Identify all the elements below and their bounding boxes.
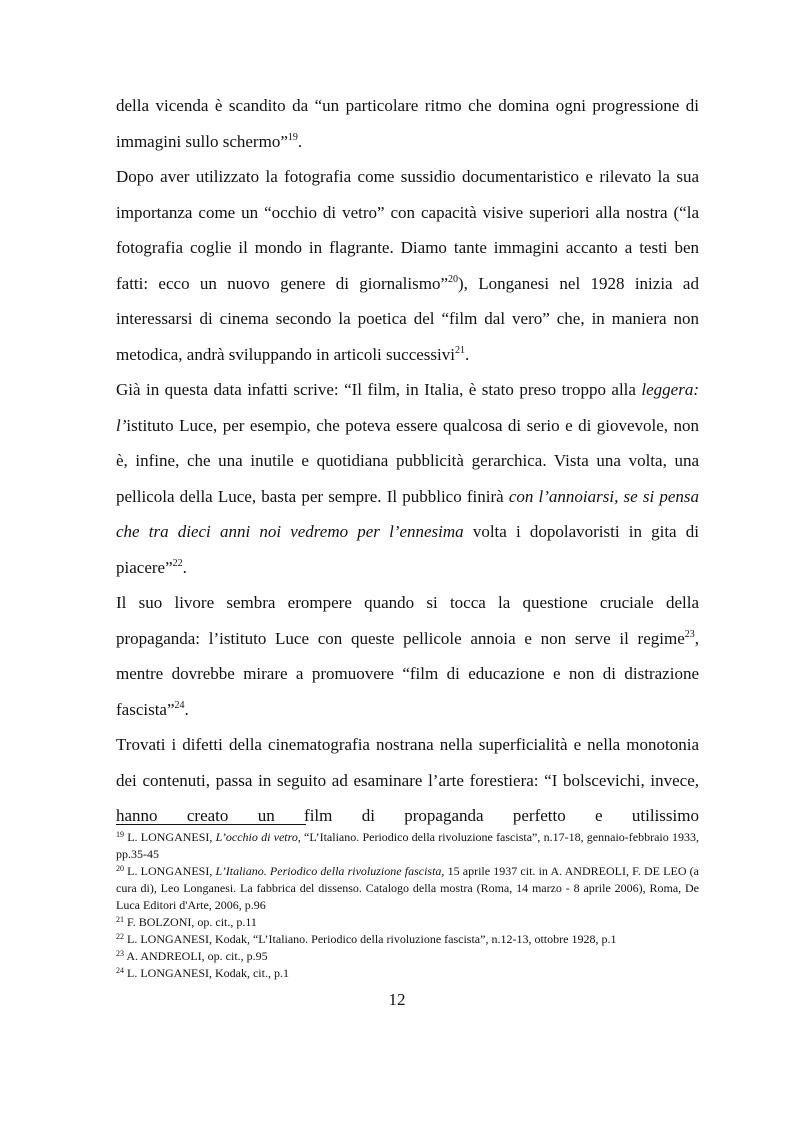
footnote-ref: 20 bbox=[448, 273, 459, 285]
footnote bbox=[116, 948, 699, 965]
footnote-italic: L’Italiano. Periodico della rivoluzione fascista bbox=[215, 864, 442, 878]
body-text bbox=[116, 88, 699, 834]
footnote-text: , “L’Italiano. Periodico della rivoluzione fascista”, n.17-18, gennaio-febbraio 1933, pp.35-45 bbox=[116, 830, 699, 861]
text-run: istituto Luce, per esempio, che poteva essere qualcosa di serio e di giovevole, non è, infine, che una inutile e quotidiana pubblicità gerarchica. Vista una volta, una pellicola della Luce, basta per sempre. Il pubblico finirà bbox=[116, 415, 699, 506]
text-run: volta i dopolavoristi in gita di piacere” bbox=[116, 522, 699, 577]
footnote-text: F. BOLZONI, op. cit., p.11 bbox=[124, 915, 257, 929]
paragraph bbox=[116, 372, 699, 585]
footnote-text: A. ANDREOLI, op. cit., p.95 bbox=[124, 949, 268, 963]
footnote-number: 19 bbox=[116, 830, 124, 839]
footnote-text: , 15 aprile 1937 cit. in A. ANDREOLI, F. DE LEO (a cura di), Leo Longanesi. La fabbrica del dissenso. Catalogo della mostra (Roma, 14 marzo - 8 aprile 2006), Roma, De Luca Editori d'Arte, 2006, p.96 bbox=[116, 864, 699, 912]
footnote-number: 24 bbox=[116, 966, 124, 975]
text-run: della vicenda è scandito da “un particolare ritmo che domina ogni progressione di immagini sullo schermo” bbox=[116, 96, 699, 151]
text-run: . bbox=[182, 557, 187, 577]
footnote-text: L. LONGANESI, Kodak, “L’Italiano. Periodico della rivoluzione fascista”, n.12-13, ottobre 1928, p.1 bbox=[124, 932, 617, 946]
paragraph bbox=[116, 727, 699, 834]
footnote-italic: L’occhio di vetro bbox=[215, 830, 298, 844]
footnote bbox=[116, 829, 699, 863]
text-run: Il suo livore sembra erompere quando si tocca la questione cruciale della propaganda: l’istituto Luce con queste pellicole annoia e non serve il regime bbox=[116, 593, 699, 648]
page-number: 12 bbox=[388, 990, 406, 1009]
footnote-ref: 22 bbox=[172, 557, 183, 569]
footnote bbox=[116, 931, 699, 948]
text-run: . bbox=[297, 131, 303, 151]
text-run: , mentre dovrebbe mirare a promuovere “film di educazione e non di distrazione fascista” bbox=[116, 628, 699, 719]
footnote-ref: 23 bbox=[684, 628, 695, 640]
paragraph bbox=[116, 585, 699, 727]
footnote-number: 20 bbox=[116, 864, 124, 873]
footnote-text: L. LONGANESI, Kodak, cit., p.1 bbox=[124, 966, 289, 980]
text-run: ), Longanesi nel 1928 inizia ad interessarsi di cinema secondo la poetica del “film dal vero” che, in maniera non metodica, andrà sviluppando in articoli successivi bbox=[116, 273, 699, 364]
footnote bbox=[116, 965, 699, 982]
text-run: Già in questa data infatti scrive: “Il film, in Italia, è stato preso troppo alla bbox=[116, 380, 642, 399]
italic-run: leggera: l’ bbox=[116, 380, 699, 435]
text-run: Dopo aver utilizzato la fotografia come sussidio documentaristico e rilevato la sua importanza come un “occhio di vetro” con capacità visive superiori alla nostra (“la fotografia coglie il mondo in flagrante. Diamo tante immagini accanto a testi ben fatti: ecco un nuovo genere di giornalismo” bbox=[116, 167, 699, 293]
footnote-number: 21 bbox=[116, 915, 124, 924]
footnote-ref: 21 bbox=[454, 344, 465, 356]
text-run: Trovati i difetti della cinematografia nostrana nella superficialità e nella monotonia dei contenuti, passa in seguito ad esaminare l’arte forestiera: “I bolscevichi, invece, hanno creato un film di propaganda perfetto e utilissimo bbox=[116, 735, 699, 825]
footnote-text: L. LONGANESI, bbox=[124, 864, 216, 878]
footnote bbox=[116, 914, 699, 931]
text-run: . bbox=[184, 699, 189, 719]
paragraph bbox=[116, 88, 699, 159]
footnote-text: L. LONGANESI, bbox=[124, 830, 216, 844]
footnotes bbox=[116, 829, 699, 982]
footnote-ref: 24 bbox=[174, 699, 185, 711]
footnote-number: 23 bbox=[116, 949, 124, 958]
footnote-separator bbox=[116, 824, 306, 825]
footnote-number: 22 bbox=[116, 932, 124, 941]
text-run: . bbox=[464, 344, 470, 364]
footnote-ref: 19 bbox=[287, 131, 298, 143]
paragraph bbox=[116, 159, 699, 372]
footnote bbox=[116, 863, 699, 914]
italic-run: con l’annoiarsi, se si pensa che tra dieci anni noi vedremo per l’ennesima bbox=[116, 486, 699, 541]
